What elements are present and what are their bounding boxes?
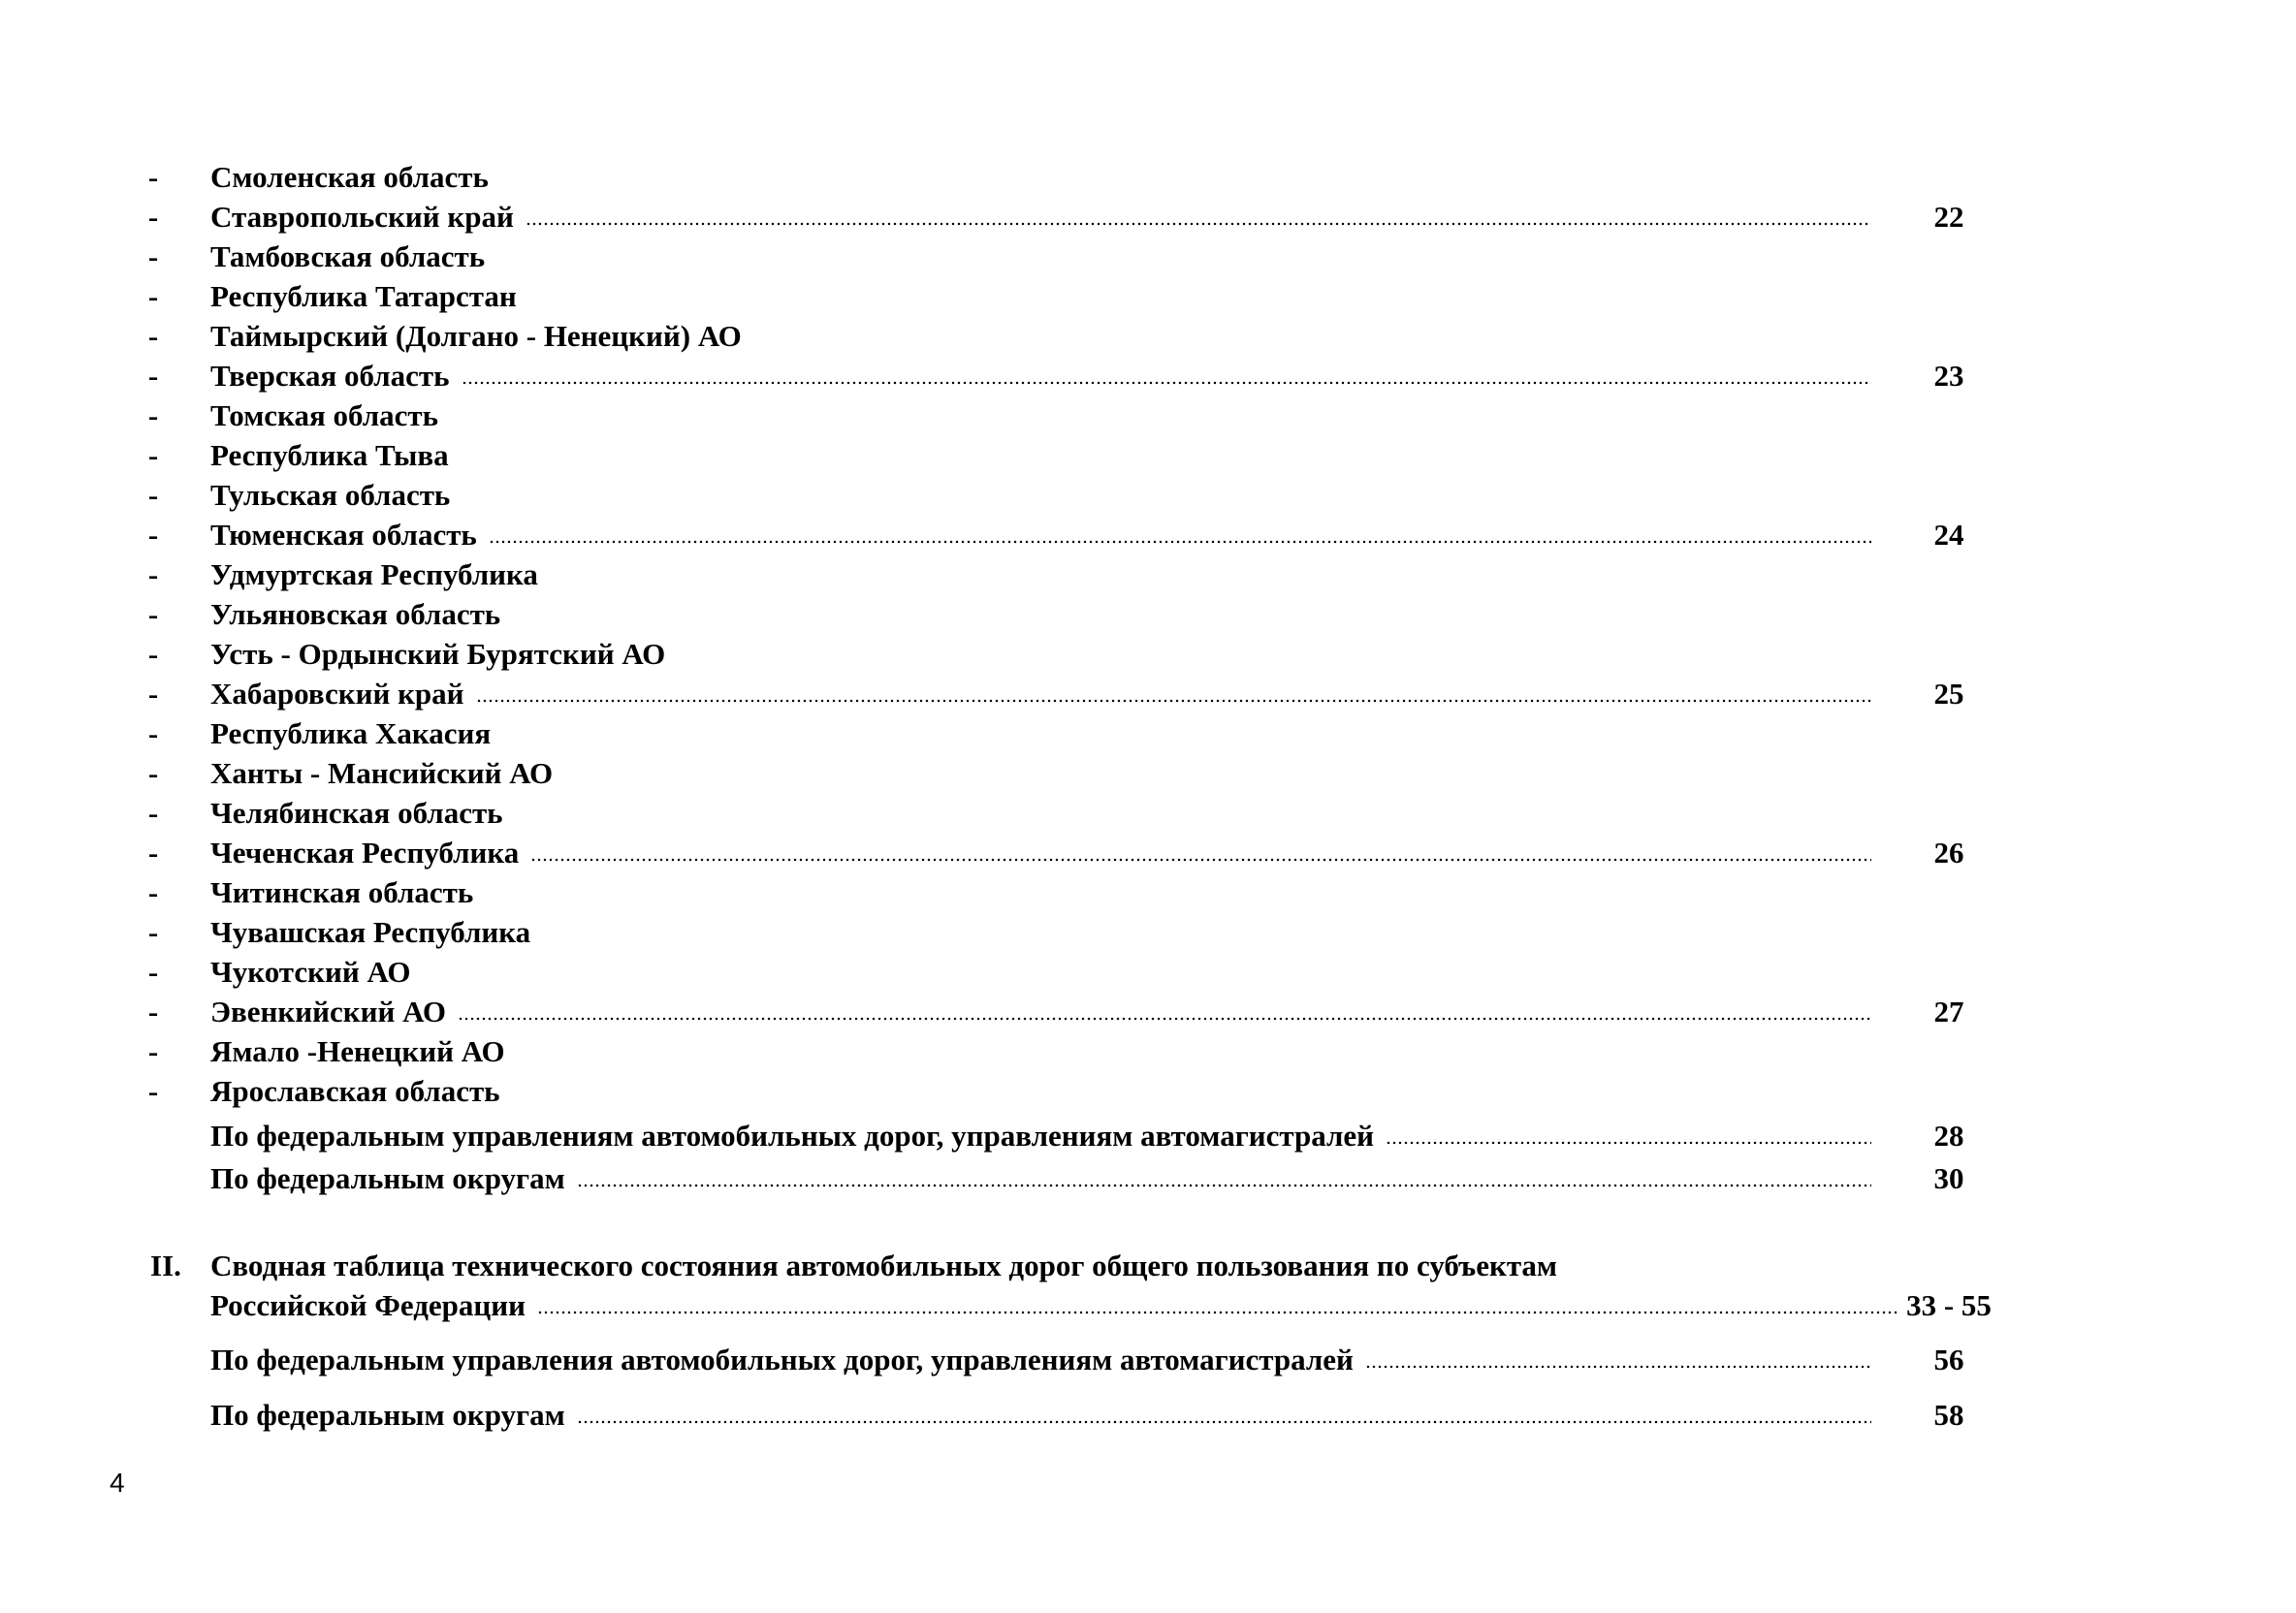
list-bullet: - xyxy=(147,557,159,591)
toc-entry-label: Челябинская область xyxy=(210,796,503,830)
list-bullet: - xyxy=(147,915,159,949)
toc-region-row xyxy=(0,635,2296,674)
footer-page-number: 4 xyxy=(110,1468,125,1498)
dot-leader xyxy=(458,1017,1871,1021)
dot-leader xyxy=(530,858,1871,862)
toc-entry-label: Ярославская область xyxy=(210,1074,500,1108)
toc-entry-label: Таймырский (Долгано - Ненецкий) АО xyxy=(210,319,742,353)
toc-entry-label: Республика Хакасия xyxy=(210,716,492,750)
list-bullet: - xyxy=(147,279,159,313)
list-bullet: - xyxy=(147,716,159,750)
list-bullet: - xyxy=(147,239,159,273)
section-number: II. xyxy=(150,1249,181,1282)
toc-entry-label: Ямало -Ненецкий АО xyxy=(210,1034,505,1068)
toc-page-number: 25 xyxy=(1933,677,1964,711)
toc-entry-label: Чувашская Республика xyxy=(210,915,531,949)
dot-leader xyxy=(1386,1141,1871,1145)
toc-entry-label: Тюменская область xyxy=(210,518,477,552)
toc-region-row xyxy=(0,675,2296,713)
dot-leader xyxy=(476,699,1871,703)
toc-region-row xyxy=(0,754,2296,793)
list-bullet: - xyxy=(147,875,159,909)
list-bullet: - xyxy=(147,200,159,234)
toc-region-row xyxy=(0,953,2296,992)
list-bullet: - xyxy=(147,955,159,989)
toc-subtotal-row xyxy=(0,1396,2296,1435)
dot-leader xyxy=(577,1184,1871,1187)
toc-page-number: 28 xyxy=(1933,1119,1964,1153)
toc-page-number: 33 - 55 xyxy=(1906,1288,1992,1322)
list-bullet: - xyxy=(147,478,159,512)
toc-region-row xyxy=(0,714,2296,753)
toc-region-row xyxy=(0,794,2296,833)
list-bullet: - xyxy=(147,995,159,1028)
dot-leader xyxy=(462,381,1871,385)
toc-region-row xyxy=(0,993,2296,1031)
dot-leader xyxy=(1365,1365,1871,1369)
toc-entry-label: Удмуртская Республика xyxy=(210,557,538,591)
toc-region-row xyxy=(0,555,2296,594)
toc-entry-label: Смоленская область xyxy=(210,160,489,194)
toc-page-number: 26 xyxy=(1933,836,1964,870)
list-bullet: - xyxy=(147,1074,159,1108)
toc-entry-label: Республика Татарстан xyxy=(210,279,517,313)
toc-entry-label: Ульяновская область xyxy=(210,597,501,631)
toc-region-row xyxy=(0,198,2296,237)
toc-page-number: 22 xyxy=(1933,200,1964,234)
list-bullet: - xyxy=(147,756,159,790)
toc-page-number: 58 xyxy=(1933,1398,1964,1432)
list-bullet: - xyxy=(147,677,159,711)
list-bullet: - xyxy=(147,597,159,631)
dot-leader xyxy=(489,540,1871,544)
toc-entry-label: Тверская область xyxy=(210,359,450,393)
list-bullet: - xyxy=(147,160,159,194)
toc-region-row xyxy=(0,516,2296,554)
list-bullet: - xyxy=(147,637,159,671)
toc-entry-label: По федеральным округам xyxy=(210,1398,565,1432)
toc-region-row xyxy=(0,834,2296,872)
toc-region-row xyxy=(0,317,2296,356)
toc-entry-label: По федеральным округам xyxy=(210,1161,565,1195)
toc-subtotal-row xyxy=(0,1159,2296,1198)
toc-entry-label: Тульская область xyxy=(210,478,451,512)
list-bullet: - xyxy=(147,438,159,472)
toc-region-row xyxy=(0,396,2296,435)
toc-region-row xyxy=(0,237,2296,276)
section-title-row xyxy=(0,1286,2296,1325)
dot-leader xyxy=(537,1311,1898,1314)
toc-entry-label: Тамбовская область xyxy=(210,239,486,273)
toc-region-row xyxy=(0,436,2296,475)
dot-leader xyxy=(526,222,1871,226)
list-bullet: - xyxy=(147,836,159,870)
toc-page-number: 24 xyxy=(1933,518,1964,552)
list-bullet: - xyxy=(147,398,159,432)
list-bullet: - xyxy=(147,796,159,830)
dot-leader xyxy=(577,1420,1871,1424)
toc-entry-label: Хабаровский край xyxy=(210,677,464,711)
section-title-row xyxy=(0,1247,2296,1285)
toc-region-row xyxy=(0,1072,2296,1111)
toc-entry-label: Российской Федерации xyxy=(210,1288,526,1322)
list-bullet: - xyxy=(147,319,159,353)
toc-region-row xyxy=(0,476,2296,515)
toc-entry-label: Эвенкийский АО xyxy=(210,995,447,1028)
toc-entry-label: Республика Тыва xyxy=(210,438,449,472)
toc-region-row xyxy=(0,277,2296,316)
toc-entry-label: Ханты - Мансийский АО xyxy=(210,756,554,790)
list-bullet: - xyxy=(147,1034,159,1068)
toc-page-number: 27 xyxy=(1933,995,1964,1028)
toc-region-row xyxy=(0,158,2296,197)
toc-region-row xyxy=(0,913,2296,952)
toc-region-row xyxy=(0,1032,2296,1071)
toc-page-number: 23 xyxy=(1933,359,1964,393)
toc-entry-label: По федеральным управлениям автомобильных дорог, управлениям автомагистралей xyxy=(210,1119,1375,1153)
toc-region-row xyxy=(0,595,2296,634)
toc-subtotal-row xyxy=(0,1117,2296,1155)
toc-entry-label: По федеральным управления автомобильных дорог, управлениям автомагистралей xyxy=(210,1343,1354,1376)
toc-region-row xyxy=(0,357,2296,395)
toc-entry-label: Чукотский АО xyxy=(210,955,411,989)
toc-entry-label: Чеченская Республика xyxy=(210,836,520,870)
toc-subtotal-row xyxy=(0,1341,2296,1379)
toc-entry-label: Усть - Ордынский Бурятский АО xyxy=(210,637,666,671)
toc-entry-label: Томская область xyxy=(210,398,438,432)
toc-entry-label: Читинская область xyxy=(210,875,474,909)
list-bullet: - xyxy=(147,518,159,552)
toc-region-row xyxy=(0,873,2296,912)
list-bullet: - xyxy=(147,359,159,393)
toc-entry-label: Сводная таблица технического состояния автомобильных дорог общего пользования по субъектам xyxy=(210,1249,1558,1282)
toc-entry-label: Ставропольский край xyxy=(210,200,514,234)
toc-page-number: 30 xyxy=(1933,1161,1964,1195)
toc-page-number: 56 xyxy=(1933,1343,1964,1376)
